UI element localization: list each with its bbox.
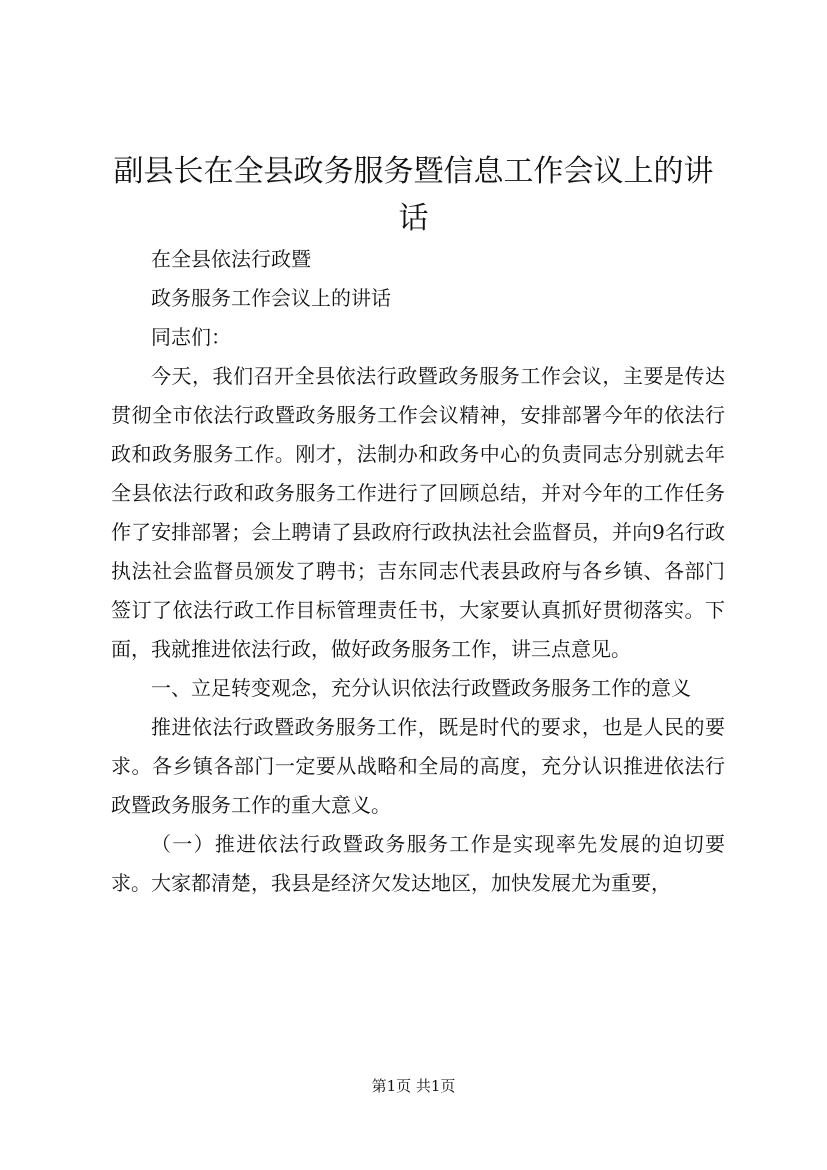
paragraph-section-1: 推进依法行政暨政务服务工作，既是时代的要求，也是人民的要求。各乡镇各部门一定要从战略和全局的高度，充分认识推进依法行政暨政务服务工作的重大意义。	[111, 715, 725, 817]
page-footer: 第1页 共1页	[371, 1077, 456, 1095]
subtitle-line-2: 政务服务工作会议上的讲话	[151, 286, 391, 310]
section-heading-1: 一、立足转变观念，充分认识依法行政暨政务服务工作的意义	[151, 676, 691, 700]
document-title: 副县长在全县政务服务暨信息工作会议上的讲话	[113, 154, 714, 236]
paragraph-subsection-1: （一）推进依法行政暨政务服务工作是实现率先发展的迫切要求。大家都清楚，我县是经济欠发达地区，加快发展尤为重要，	[111, 832, 725, 895]
paragraph-intro: 今天，我们召开全县依法行政暨政务服务工作会议，主要是传达贯彻全市依法行政暨政务服务工作会议精神，安排部署今年的依法行政和政务服务工作。刚才，法制办和政务中心的负责同志分别就去年全县依法行政和政务服务工作进行了回顾总结，并对今年的工作任务作了安排部署；会上聘请了县政府行政执法社会监督员，并向9名行政执法社会监督员颁发了聘书；吉东同志代表县政府与各乡镇、各部门签订了依法行政工作目标管理责任书，大家要认真抓好贯彻落实。下面，我就推进依法行政，做好政务服务工作，讲三点意见。	[111, 364, 725, 661]
salutation: 同志们：	[151, 325, 231, 349]
document-body	[111, 240, 725, 903]
subtitle-line-1: 在全县依法行政暨	[151, 247, 311, 271]
